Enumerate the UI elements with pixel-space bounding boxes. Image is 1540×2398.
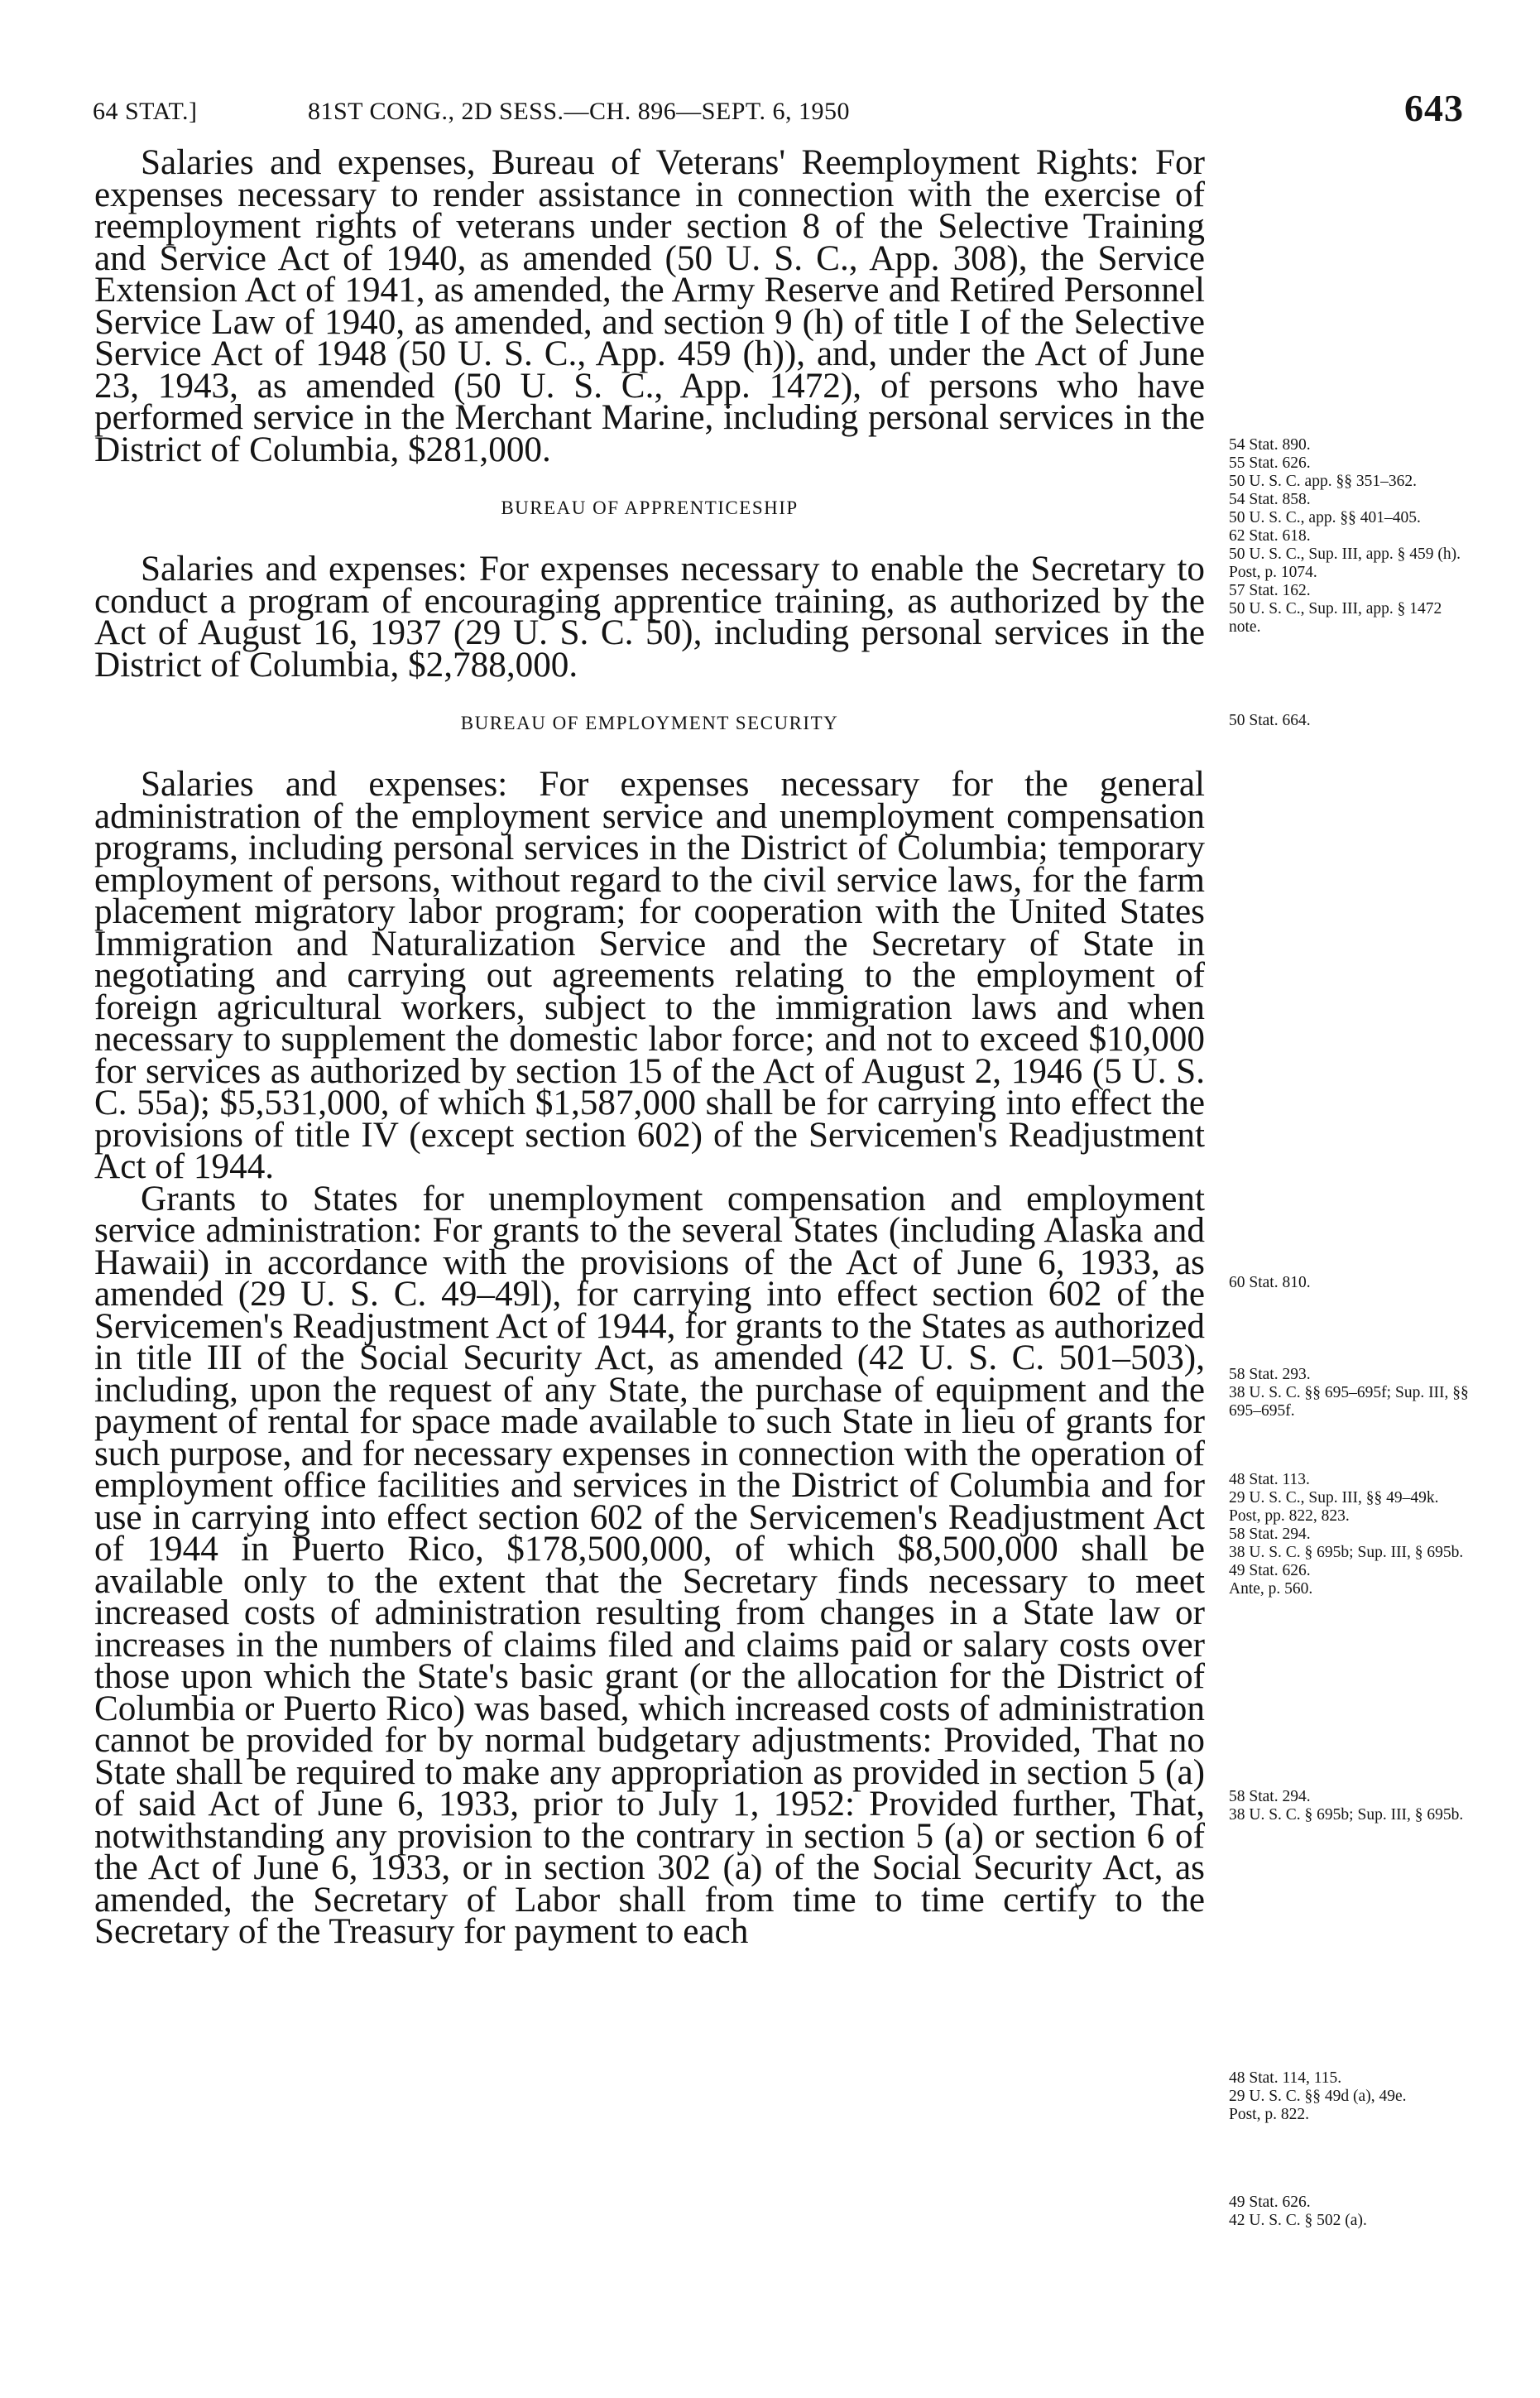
paragraph-veterans-reemployment-rights: Salaries and expenses, Bureau of Veterans' Reemployment Rights: For expenses necessary to render assistance in connection with the exercise of reemployment rights of veterans under section 8 of the Selective Training and Service Act of 1940, as amended (50 U. S. C., App. 308), the Service Extension Act of 1941, as amended, the Army Reserve and Retired Personnel Service Law of 1940, as amended, and section 9 (h) of title I of the Selective Service Act of 1948 (50 U. S. C., App. 459 (h)), and, under the Act of June 23, 1943, as amended (50 U. S. C., App. 1472), of persons who have performed service in the Merchant Marine, including personal services in the District of Columbia, $281,000. bbox=[94, 143, 1205, 469]
margin-note: 58 Stat. 293. 38 U. S. C. §§ 695–695f; Sup. III, §§ 695–695f. bbox=[1229, 1366, 1469, 1420]
paragraph-apprenticeship-salaries: Salaries and expenses: For expenses necessary to enable the Secretary to conduct a program of encouraging apprentice training, as authorized by the Act of August 16, 1937 (29 U. S. C. 50), including personal services in the District of Columbia, $2,788,000. bbox=[94, 550, 1205, 685]
volume-reference: 64 STAT.] bbox=[93, 98, 198, 125]
margin-note: 58 Stat. 294. 38 U. S. C. § 695b; Sup. III, § 695b. bbox=[1229, 1788, 1464, 1824]
margin-note: 49 Stat. 626. 42 U. S. C. § 502 (a). bbox=[1229, 2194, 1367, 2229]
paragraph-grants-to-states: Grants to States for unemployment compensation and employment service administration: For grants to the several States (including Alaska and Hawaii) in accordance with the provisions of the Act of June 6, 1933, as amended (29 U. S. C. 49–49l), for carrying into effect section 602 of the Servicemen's Readjustment Act of 1944, for grants to the States as authorized in title III of the Social Security Act, as amended (42 U. S. C. 501–503), including, upon the request of any State, the purchase of equipment and the payment of rental for space made available to such State in lieu of grants for such purpose, and for necessary expenses in connection with the operation of employment office facilities and services in the District of Columbia and for use in carrying into effect section 602 of the Servicemen's Readjustment Act of 1944 in Puerto Rico, $178,500,000, of which $8,500,000 shall be available only to the extent that the Secretary finds necessary to meet increased costs of administration resulting from changes in a State law or increases in the numbers of claims filed and claims paid or salary costs over those upon which the State's basic grant (or the allocation for the District of Columbia or Puerto Rico) was based, which increased costs of administration cannot be provided for by normal budgetary adjustments: Provided, That no State shall be required to make any appropriation as provided in section 5 (a) of said Act of June 6, 1933, prior to July 1, 1952: Provided further, That, notwithstanding any provision to the contrary in section 5 (a) or section 6 of the Act of June 6, 1933, or in section 302 (a) of the Social Security Act, as amended, the Secretary of Labor shall from time to time certify to the Secretary of the Treasury for payment to each bbox=[94, 1179, 1205, 1951]
paragraph-employment-security-salaries: Salaries and expenses: For expenses necessary for the general administration of the employment service and unemployment compensation programs, including personal services in the District of Columbia; temporary employment of persons, without regard to the civil service laws, for the farm placement migratory labor program; for cooperation with the United States Immigration and Naturalization Service and the Secretary of State in negotiating and carrying out agreements relating to the employment of foreign agricultural workers, subject to the immigration laws and when necessary to supplement the domestic labor force; and not to exceed $10,000 for services as authorized by section 15 of the Act of August 2, 1946 (5 U. S. C. 55a); $5,531,000, of which $1,587,000 shall be for carrying into effect the provisions of title IV (except section 602) of the Servicemen's Readjustment Act of 1944. bbox=[94, 765, 1205, 1186]
heading-bureau-of-apprenticeship: BUREAU OF APPRENTICESHIP bbox=[501, 497, 799, 518]
page-number: 643 bbox=[1404, 87, 1464, 129]
margin-note: 50 Stat. 664. bbox=[1229, 712, 1311, 729]
margin-note: 60 Stat. 810. bbox=[1229, 1274, 1311, 1291]
margin-note: 48 Stat. 114, 115. 29 U. S. C. §§ 49d (a), 49e. Post, p. 822. bbox=[1229, 2069, 1407, 2123]
heading-bureau-of-employment-security: BUREAU OF EMPLOYMENT SECURITY bbox=[460, 713, 839, 733]
margin-note: 54 Stat. 890. 55 Stat. 626. 50 U. S. C. app. §§ 351–362. 54 Stat. 858. 50 U. S. C., app. §§ 401–405. 62 Stat. 618. 50 U. S. C., Sup. III, app. § 459 (h). Post, p. 1074. 57 Stat. 162. 50 U. S. C., Sup. III, app. § 1472 note. bbox=[1229, 436, 1461, 636]
body-text bbox=[94, 143, 1205, 1951]
margin-note: 48 Stat. 113. 29 U. S. C., Sup. III, §§ 49–49k. Post, pp. 822, 823. 58 Stat. 294. 38 U. S. C. § 695b; Sup. III, § 695b. 49 Stat. 626. Ante, p. 560. bbox=[1229, 1471, 1464, 1598]
running-header: 81ST CONG., 2D SESS.—CH. 896—SEPT. 6, 1950 bbox=[308, 98, 850, 125]
